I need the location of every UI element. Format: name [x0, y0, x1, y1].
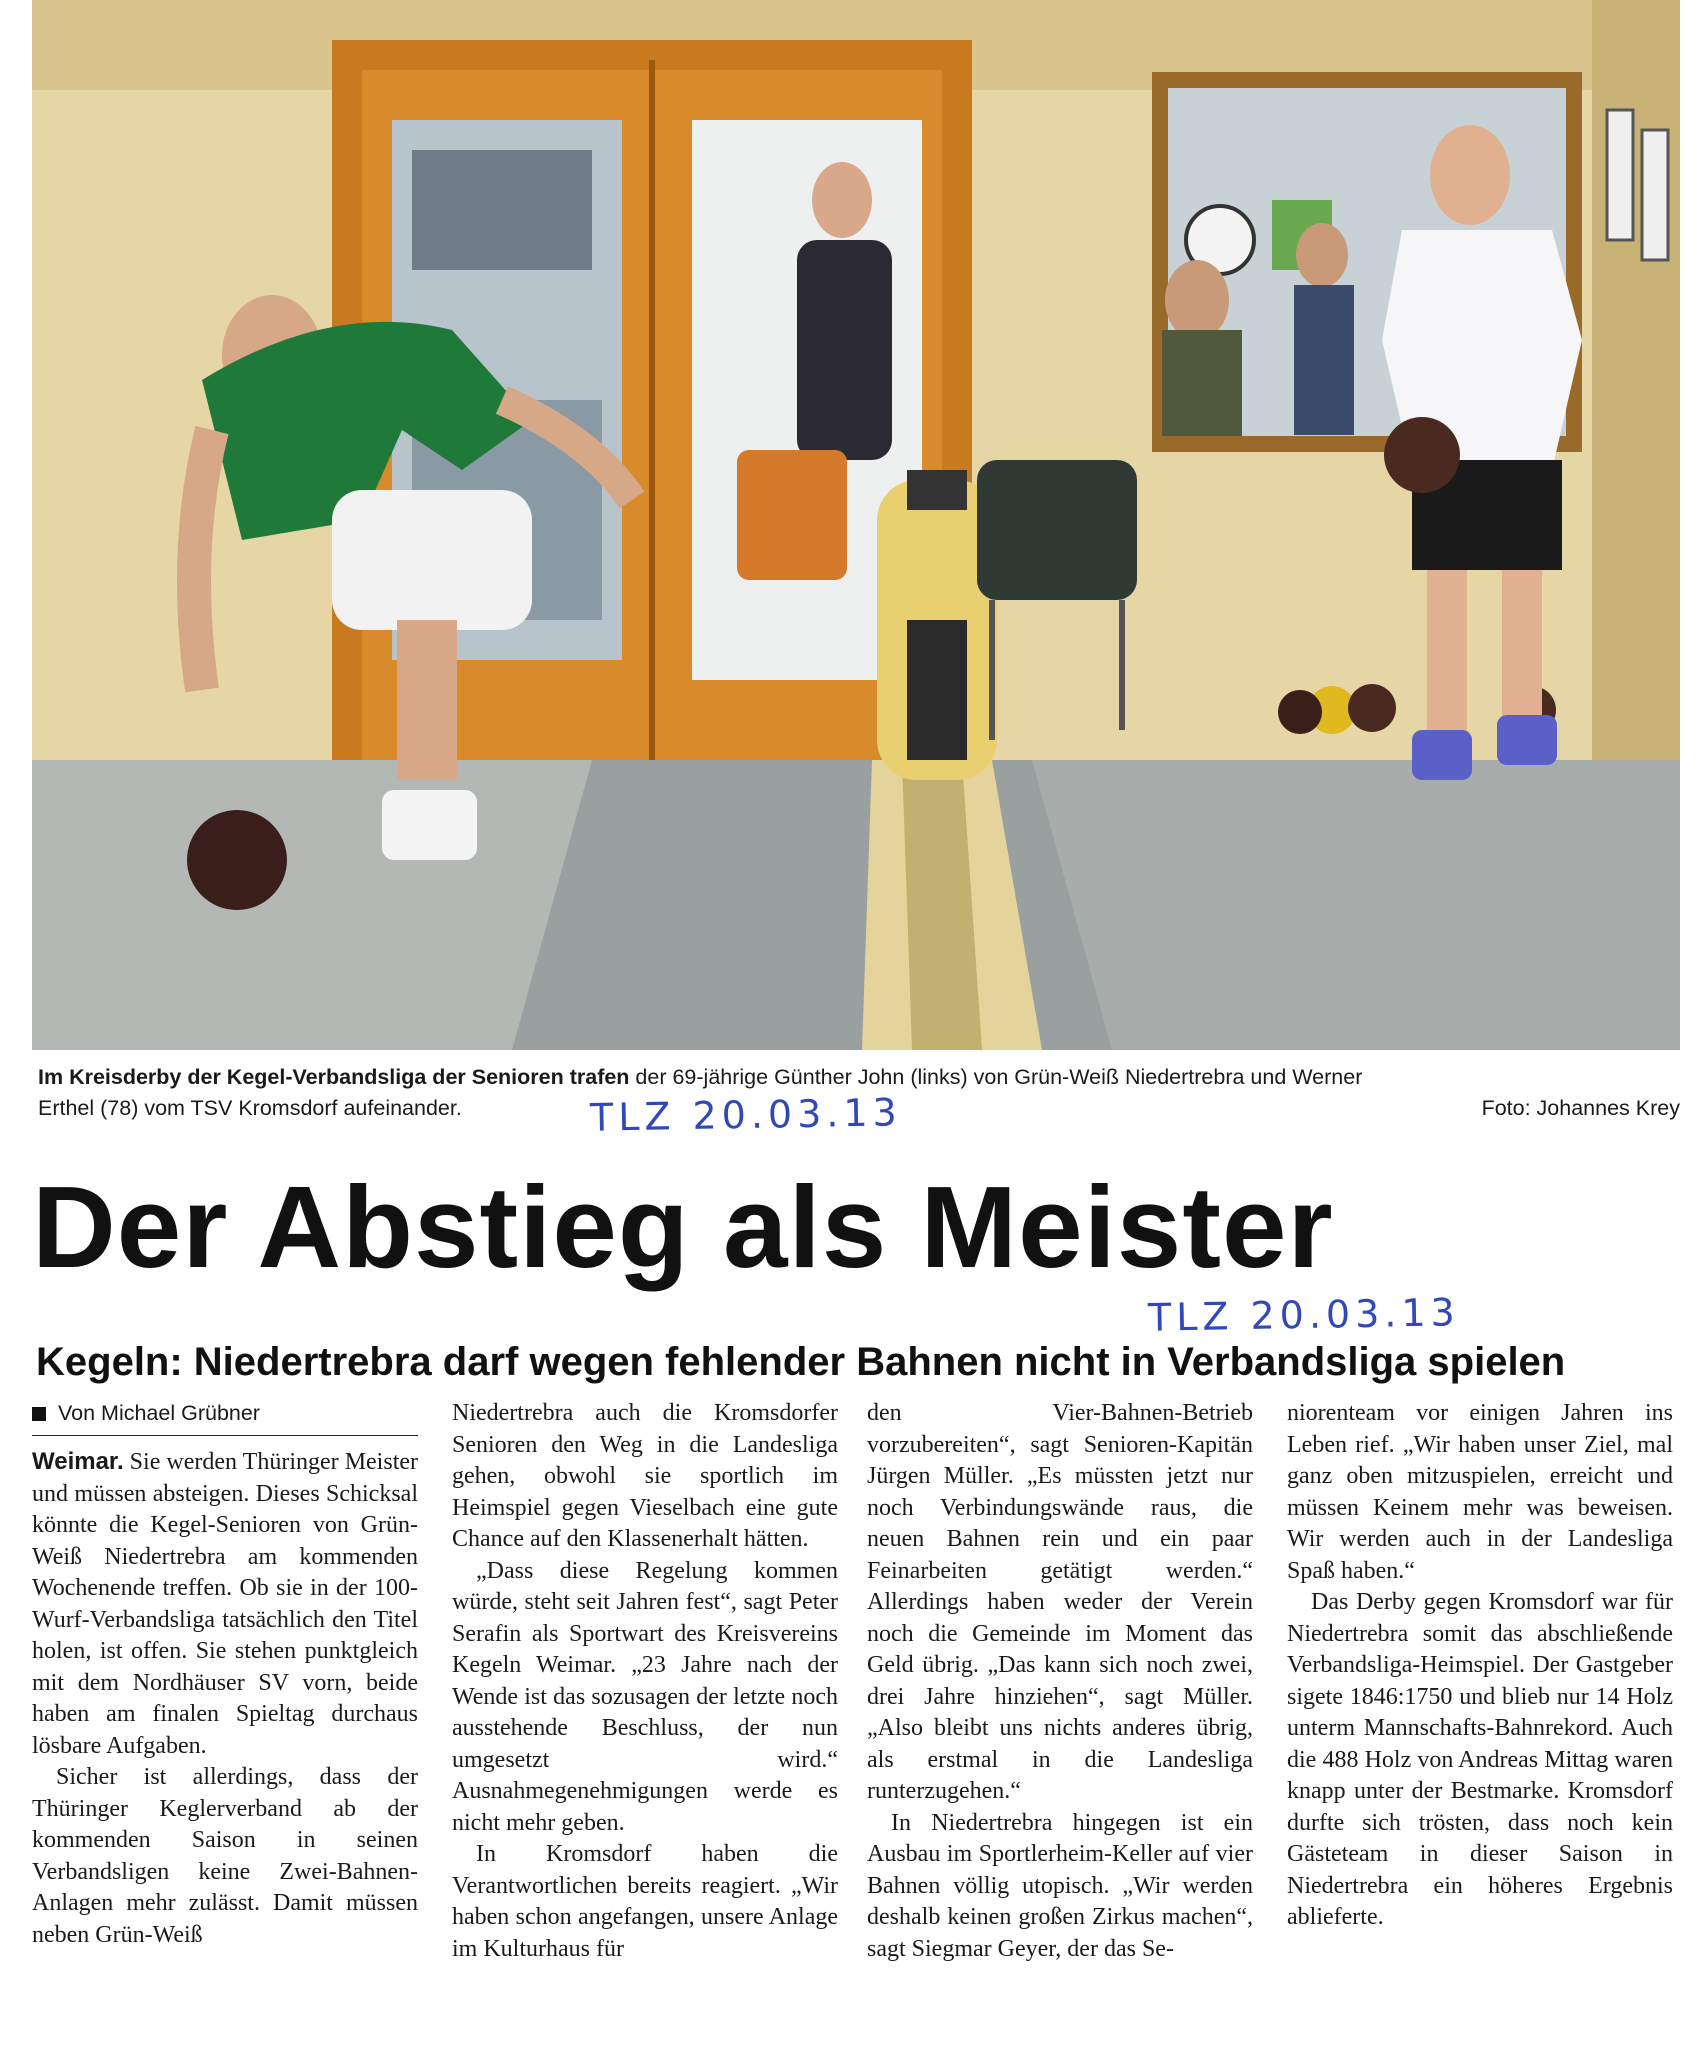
- byline: [32, 1398, 418, 1436]
- dateline: Weimar.: [32, 1448, 124, 1475]
- byline-author: Von Michael Grübner: [58, 1401, 260, 1425]
- paragraph: Niedertrebra auch die Kromsdorfer Senioren den Weg in die Landesliga gehen, obwohl sie sportlich im Heimspiel gegen Vieselbach eine gute Chance auf den Klassenerhalt hätten.: [452, 1400, 838, 1552]
- column-4: [1287, 1398, 1673, 1934]
- subheadline: Kegeln: Niedertrebra darf wegen fehlender Bahnen nicht in Verbandsliga spielen: [36, 1340, 1566, 1384]
- headline: Der Abstieg als Meister: [32, 1162, 1334, 1292]
- byline-square-icon: [32, 1407, 46, 1421]
- column-1: [32, 1398, 418, 1951]
- archive-stamp: TLZ 20.03.13: [589, 1090, 903, 1140]
- paragraph: [32, 1446, 418, 1762]
- paragraph: den Vier-Bahnen-Betrieb vorzubereiten“, sagt Senioren-Kapitän Jürgen Müller. „Es müssten jetzt nur noch Verbindungswände raus, die neuen Bahnen rein und ein paar Feinarbeiten getätigt werden.“ Allerdings haben weder der Verein noch die Gemeinde im Moment das Geld übrig. „Das kann sich noch zwei, drei Jahre hinziehen“, sagt Müller. „Also bleibt uns nichts anderes übrig, als erstmal in die Landesliga runterzugehen.“: [867, 1400, 1253, 1804]
- caption-line2: Erthel (78) vom TSV Kromsdorf aufeinander.: [38, 1096, 462, 1120]
- column-3: [867, 1398, 1253, 1965]
- article-body: [32, 1398, 1680, 2038]
- caption-text: der 69-jährige Günther John (links) von Grün-Weiß Niedertrebra und Werner: [629, 1065, 1363, 1089]
- paragraph: niorenteam vor einigen Jahren ins Leben rief. „Wir haben unser Ziel, mal ganz oben mitzuspielen, erreicht und müssen Keinem mehr was beweisen. Wir werden auch in der Landesliga Spaß haben.“: [1287, 1400, 1673, 1584]
- paragraph: Das Derby gegen Kromsdorf war für Niedertrebra somit das abschließende Verbandsliga-Heimspiel. Der Gastgeber sigete 1846:1750 und blieb nur 14 Holz unterm Mannschafts-Bahnrekord. Auch die 488 Holz von Andreas Mittag waren knapp unter der Bestmarke. Kromsdorf durfte sich trösten, dass noch kein Gästeteam in dieser Saison in Niedertrebra ein höheres Ergebnis ablieferte.: [1287, 1589, 1673, 1930]
- paragraph: In Kromsdorf haben die Verantwortlichen bereits reagiert. „Wir haben schon angefangen, unsere Anlage im Kulturhaus für: [452, 1841, 838, 1962]
- paragraph: In Niedertrebra hingegen ist ein Ausbau im Sportlerheim-Keller auf vier Bahnen völlig utopisch. „Wir werden deshalb keinen großen Zirkus machen“, sagt Siegmar Geyer, der das Se-: [867, 1809, 1253, 1962]
- article-photo: [32, 0, 1680, 1050]
- photo-credit: Foto: Johannes Krey: [1481, 1096, 1680, 1120]
- paragraph: Sicher ist allerdings, dass der Thüringer Keglerverband ab der kommenden Saison in seinen Verbandsligen keine Zwei-Bahnen-Anlagen mehr zulässt. Damit müssen neben Grün-Weiß: [32, 1764, 418, 1948]
- paragraph: „Dass diese Regelung kommen würde, steht seit Jahren fest“, sagt Peter Serafin als Sportwart des Kreisvereins Kegeln Weimar. „23 Jahre nach der Wende ist das sozusagen der letzte noch ausstehende Beschluss, der nun umgesetzt wird.“ Ausnahmegenehmigungen werde es nicht mehr geben.: [452, 1557, 838, 1836]
- column-2: [452, 1398, 838, 1965]
- archive-stamp-2: TLZ 20.03.13: [1147, 1290, 1461, 1340]
- paragraph-text: Sie werden Thüringer Meister und müssen absteigen. Dieses Schicksal könnte die Kegel-Senioren von Grün-Weiß Niedertrebra am kommenden Wochenende treffen. Ob sie in der 100-Wurf-Verbandsliga tatsächlich den Titel holen, ist offen. Sie stehen punktgleich mit dem Nordhäuser SV vorn, beide haben am finalen Spieltag durchaus lösbare Aufgaben.: [32, 1449, 418, 1759]
- caption-lead: Im Kreisderby der Kegel-Verbandsliga der Senioren trafen: [38, 1065, 630, 1089]
